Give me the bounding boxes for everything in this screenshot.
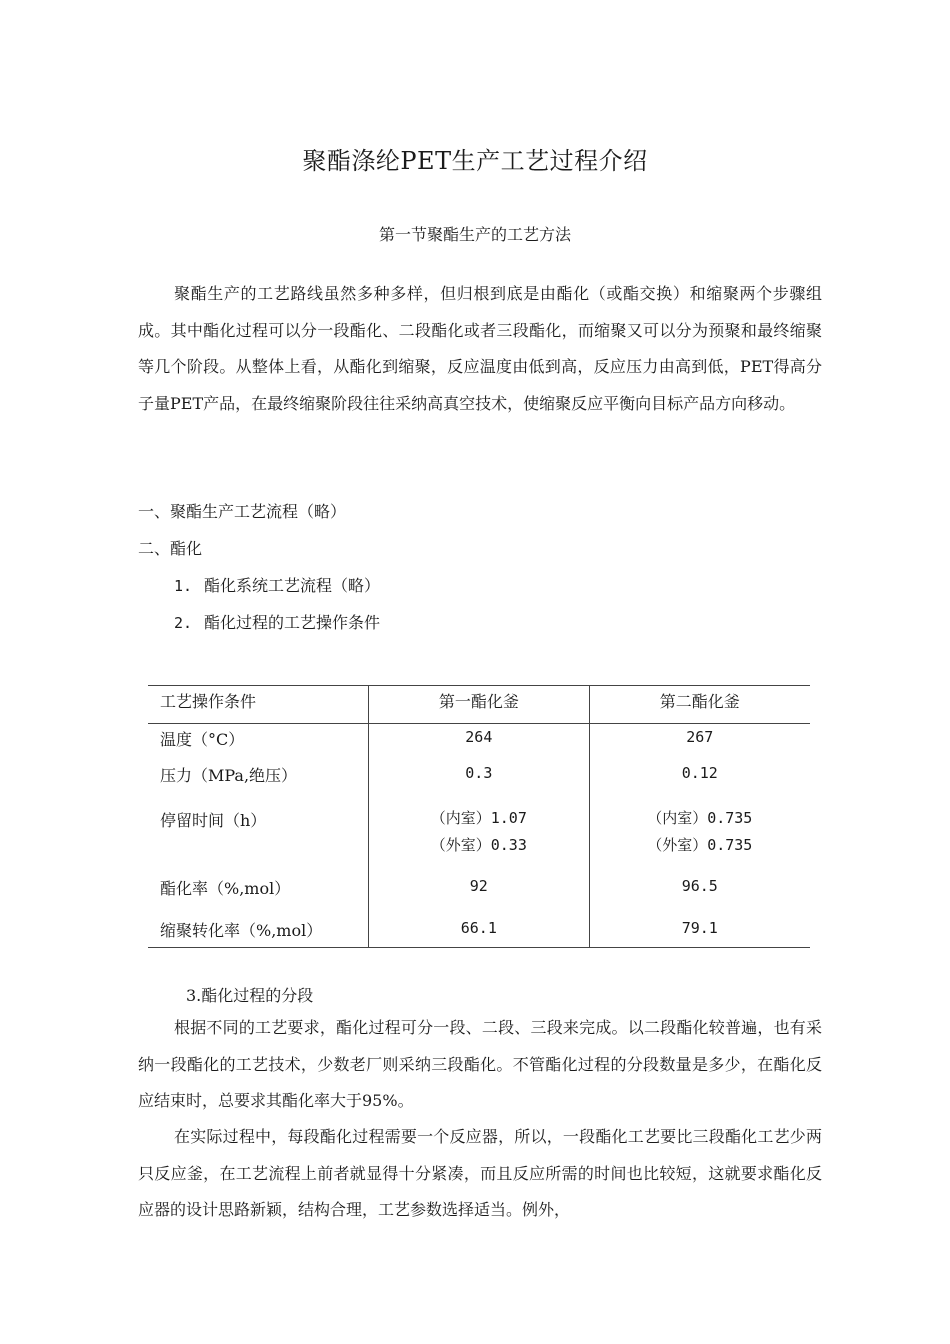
table-cell-value: 0.3 — [369, 761, 589, 805]
sub-item-text: 酯化过程的工艺操作条件 — [204, 613, 381, 632]
heading-process-flow: 一、聚酯生产工艺流程（略） — [138, 502, 347, 521]
table-header-row — [148, 686, 810, 724]
sub-item-text: 酯化系统工艺流程（略） — [204, 576, 381, 595]
table-cell-value — [589, 805, 810, 873]
table-cell-value: 0.12 — [589, 761, 810, 805]
table-cell-value: 267 — [589, 724, 810, 761]
table-row — [148, 805, 810, 873]
reactor-paragraph: 在实际过程中，每段酯化过程需要一个反应器，所以，一段酯化工艺要比三段酯化工艺少两只反应釜，在工艺流程上前者就显得十分紧凑，而且反应所需的时间也比较短，这就要求酯化反应器的设计思路新颖，结构合理，工艺参数选择适当。例外， — [138, 1127, 822, 1219]
sub-item-number: 1. — [174, 577, 193, 595]
section-title: 第一节聚酯生产的工艺方法 — [378, 225, 571, 244]
sub-item-2 — [174, 611, 380, 635]
table-cell-label: 停留时间（h） — [160, 810, 267, 830]
table-row — [148, 761, 810, 805]
residence-time-inner: （内室）1.07 — [430, 808, 527, 827]
residence-time-outer: （外室）0.735 — [647, 835, 753, 854]
document-title: 聚酯涤纶PET生产工艺过程介绍 — [302, 147, 648, 175]
sub-item-number: 2. — [174, 614, 193, 632]
table-cell-label: 压力（MPa,绝压） — [160, 765, 298, 785]
table-cell-label: 酯化率（%,mol） — [160, 878, 291, 898]
table-cell-label: 缩聚转化率（%,mol） — [160, 920, 323, 940]
sub-item-1 — [174, 574, 380, 598]
table-cell-label: 温度（°C） — [160, 730, 245, 749]
table-row — [148, 873, 810, 915]
table-cell-value: 264 — [369, 724, 589, 761]
heading-esterification: 二、酯化 — [138, 539, 203, 558]
table-cell-value: 92 — [369, 873, 589, 915]
table-row — [148, 724, 810, 761]
table-cell-value: 66.1 — [369, 915, 589, 948]
table-row — [148, 915, 810, 948]
residence-time-outer: （外室）0.33 — [430, 835, 527, 854]
heading-esterification-stages: 3.酯化过程的分段 — [186, 986, 314, 1005]
intro-paragraph: 聚酯生产的工艺路线虽然多种多样，但归根到底是由酯化（或酯交换）和缩聚两个步骤组成。其中酯化过程可以分一段酯化、二段酯化或者三段酯化，而缩聚又可以分为预聚和最终缩聚等几个阶段。从整体上看，从酯化到缩聚，反应温度由低到高，反应压力由高到低，PET得高分子量PET产品，在最终缩聚阶段往往采纳高真空技术，使缩聚反应平衡向目标产品方向移动。 — [138, 284, 822, 413]
residence-time-inner: （内室）0.735 — [647, 808, 753, 827]
table-cell-value: 79.1 — [589, 915, 810, 948]
table-header-cell: 工艺操作条件 — [160, 692, 257, 711]
table-cell-value: 96.5 — [589, 873, 810, 915]
table-header-cell: 第一酯化釜 — [369, 686, 589, 724]
table-header-cell: 第二酯化釜 — [589, 686, 810, 724]
table-cell-value — [369, 805, 589, 873]
operating-conditions-table — [148, 685, 810, 948]
stages-paragraph: 根据不同的工艺要求，酯化过程可分一段、二段、三段来完成。以二段酯化较普遍，也有采纳一段酯化的工艺技术，少数老厂则采纳三段酯化。不管酯化过程的分段数量是多少，在酯化反应结束时，总要求其酯化率大于95%。 — [138, 1018, 822, 1110]
